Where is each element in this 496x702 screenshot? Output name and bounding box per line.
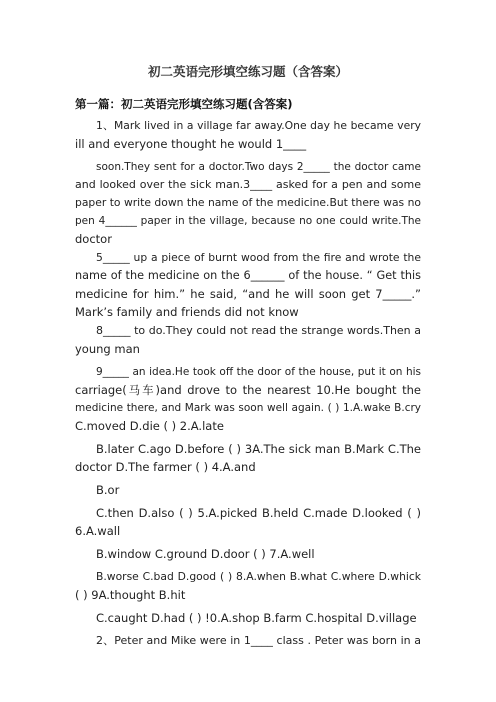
paragraph-line: soon.They sent for a doctor.Two days 2_____ the doctor came [96,161,421,173]
paragraph-line: doctor D.The farmer ( ) 4.A.and [75,460,256,474]
paragraph-line: 1、Mark lived in a village far away.One day he became very [96,119,421,132]
paragraph-line: C.caught D.had ( ) !0.A.shop B.farm C.hospital D.village [96,611,417,625]
paragraph-line: name of the medicine on the 6______ of the house. “ Get this [75,269,421,282]
paragraph-line: Mark’s family and friends did not know [75,305,299,319]
paragraph-line: ill and everyone thought he would 1____ [75,137,307,151]
paragraph-line: 6.A.wall [75,524,121,538]
paragraph-line: 5_____ up a piece of burnt wood from the fire and wrote the [96,251,421,264]
paragraph-line: B.worse C.bad D.good ( ) 8.A.when B.what C.where D.whick [96,570,421,583]
paragraph-line: B.later C.ago D.before ( ) 3A.The sick man B.Mark C.The [96,442,421,456]
paragraph-line: paper to write down the name of the medicine.But there was no [75,196,421,209]
paragraph-line: B.or [96,483,120,497]
paragraph-line: and looked over the sick man.3____ asked for a pen and some [75,178,421,191]
paragraph-line: 9_____ an idea.He took off the door of the house, put it on his [96,366,421,378]
document-title: 初二英语完形填空练习题（含答案） [147,64,348,79]
paragraph-line: pen 4______ paper in the village, because no one could write.The [75,215,421,227]
paragraph-line: medicine for him.” he said, “and he will soon get 7_____.” [75,287,421,301]
paragraph-line: B.window C.ground D.door ( ) 7.A.well [96,547,315,561]
paragraph-line: doctor [75,232,112,246]
section-heading: 第一篇：初二英语完形填空练习题(含答案) [75,97,293,111]
paragraph-line: C.then D.also ( ) 5.A.picked B.held C.made D.looked ( ) [96,506,421,520]
paragraph-line: carriage(马车)and drove to the nearest 10.He bought the [75,383,421,397]
paragraph-line: C.moved D.die ( ) 2.A.late [75,419,224,433]
paragraph-line: young man [75,342,140,356]
paragraph-line: ( ) 9A.thought B.hit [75,588,186,602]
paragraph-line: 2、Peter and Mike were in 1____ class . Peter was born in a [96,634,421,647]
paragraph-line: medicine there, and Mark was soon well again. ( ) 1.A.wake B.cry [75,402,421,414]
paragraph-line: 8_____ to do.They could not read the strange words.Then a [96,324,421,337]
